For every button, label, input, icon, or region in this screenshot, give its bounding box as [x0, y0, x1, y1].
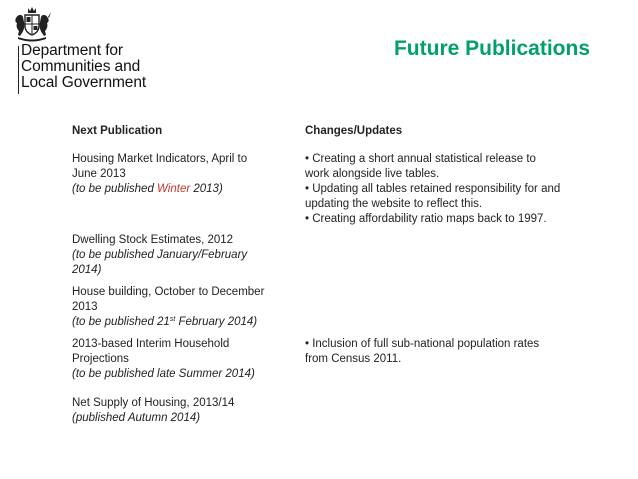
page-title: Future Publications: [393, 37, 590, 60]
header-changes-updates: Changes/Updates: [305, 125, 403, 137]
header-next-publication: Next Publication: [72, 125, 163, 137]
season-highlight: Winter: [157, 183, 191, 195]
publication-housing-market-indicators: Housing Market Indicators, April to June 2013 (to be published Winter 2013): [72, 153, 248, 195]
logo-text: [21, 43, 146, 91]
logo-divider: [18, 46, 19, 94]
logo-line-3: Local Government: [21, 74, 147, 91]
logo-line-1: Department for: [21, 42, 123, 59]
publication-net-supply-of-housing: Net Supply of Housing, 2013/14 (published Autumn 2014): [72, 397, 235, 424]
changes-household-projections: • Inclusion of full sub-national population rates from Census 2011.: [305, 338, 540, 365]
royal-coat-of-arms-icon: [12, 6, 52, 42]
changes-housing-market-indicators: • Creating a short annual statistical release to work alongside live tables. • Updating all tables retained responsibility for and updating the website to reflect this. • Creating affordability ratio maps back to 1997.: [305, 153, 561, 225]
publication-note: (to be published Winter 2013): [72, 183, 223, 195]
publication-note: (to be published 21st February 2014): [72, 316, 258, 328]
publication-household-projections: 2013-based Interim Household Projections (to be published late Summer 2014): [72, 338, 255, 380]
publication-dwelling-stock-estimates: Dwelling Stock Estimates, 2012 (to be published January/February 2014): [72, 234, 248, 276]
dclg-logo: [8, 6, 158, 90]
publication-house-building: House building, October to December 2013 (to be published 21st February 2014): [72, 286, 265, 328]
logo-line-2: Communities and: [21, 58, 141, 75]
